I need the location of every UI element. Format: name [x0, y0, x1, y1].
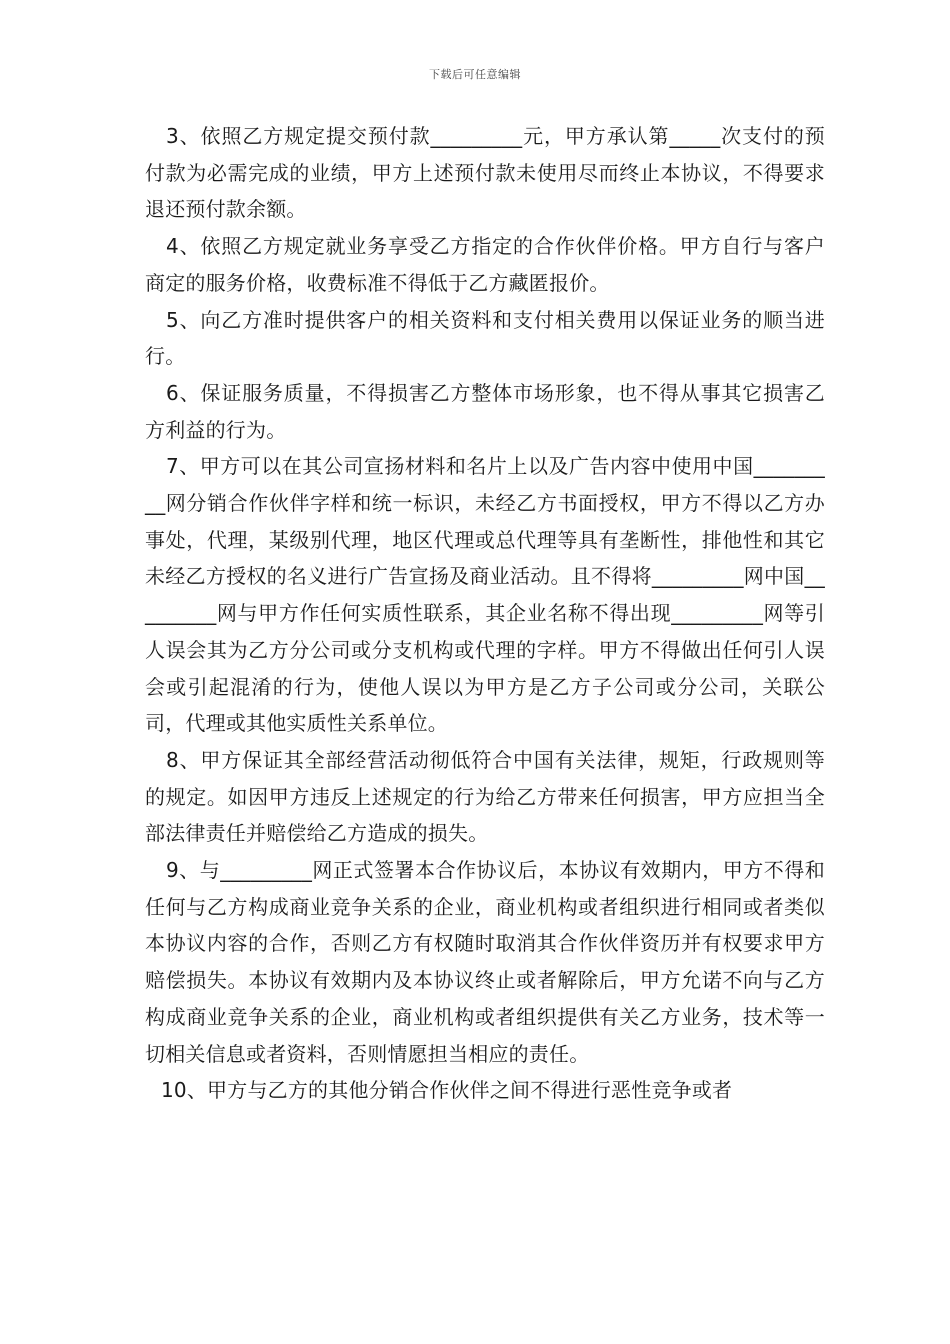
clause-3: 3、依照乙方规定提交预付款_________元，甲方承认第_____次支付的预付款为必需完成的业绩，甲方上述预付款未使用尽而终止本协议，不得要求退还预付款余额。	[145, 124, 825, 222]
clause-5: 5、向乙方准时提供客户的相关资料和支付相关费用以保证业务的顺当进行。	[145, 307, 825, 369]
clause-9: 9、与_________网正式签署本合作协议后，本协议有效期内，甲方不得和任何与乙方构成商业竞争关系的企业，商业机构或者组织进行相同或者类似本协议内容的合作，否则乙方有权随时取消其合作伙伴资历并有权要求甲方赔偿损失。本协议有效期内及本协议终止或者解除后，甲方允诺不向与乙方构成商业竞争关系的企业，商业机构或者组织提供有关乙方业务，技术等一切相关信息或者资料，否则情愿担当相应的责任。	[145, 858, 825, 1066]
clause-8: 8、甲方保证其全部经营活动彻低符合中国有关法律，规矩，行政规则等的规定。如因甲方违反上述规定的行为给乙方带来任何损害，甲方应担当全部法律责任并赔偿给乙方造成的损失。	[145, 747, 825, 846]
document-body	[145, 118, 825, 1109]
clause-7: 7、甲方可以在其公司宣扬材料和名片上以及广告内容中使用中国_________网分销合作伙伴字样和统一标识，未经乙方书面授权，甲方不得以乙方办事处，代理，某级别代理，地区代理或总代理等具有垄断性，排他性和其它未经乙方授权的名义进行广告宣扬及商业活动。且不得将_________网中国_________网与甲方作任何实质性联系，其企业名称不得出现_________网等引人误会其为乙方分公司或分支机构或代理的字样。甲方不得做出任何引人误会或引起混淆的行为，使他人误以为甲方是乙方子公司或分公司，关联公司，代理或其他实质性关系单位。	[145, 454, 825, 736]
page-header: 下载后可任意编辑	[429, 68, 521, 81]
clause-6: 6、保证服务质量，不得损害乙方整体市场形象，也不得从事其它损害乙方利益的行为。	[145, 380, 825, 442]
clause-4: 4、依照乙方规定就业务享受乙方指定的合作伙伴价格。甲方自行与客户商定的服务价格，收费标准不得低于乙方藏匿报价。	[145, 234, 825, 295]
clause-10: 10、甲方与乙方的其他分销合作伙伴之间不得进行恶性竞争或者	[161, 1078, 733, 1103]
